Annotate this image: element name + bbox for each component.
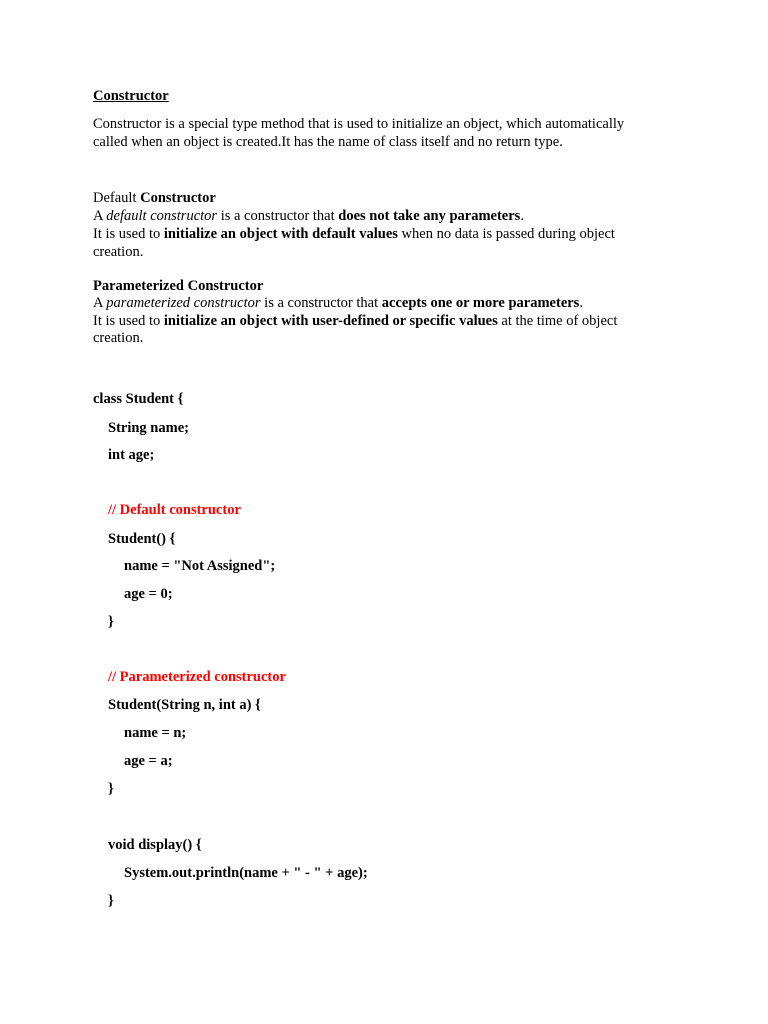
code-assign-name-param: name = n;	[124, 725, 187, 741]
code-display-method: void display() {	[108, 837, 202, 853]
param-usage-a: It is used to	[93, 313, 164, 329]
code-close-default: }	[108, 614, 114, 630]
default-heading-plain: Default	[93, 190, 141, 206]
intro-line-2: called when an object is created.It has the name of class itself and no return type.	[93, 134, 563, 150]
param-def-bold: accepts one or more parameters	[381, 295, 580, 311]
param-usage-bold: initialize an object with user-defined or specific values	[163, 313, 498, 329]
param-definition-line	[93, 294, 583, 312]
default-usage-line	[93, 225, 615, 243]
default-usage-line-end: creation.	[93, 244, 144, 260]
code-assign-age-default: age = 0;	[124, 586, 173, 602]
code-close-display: }	[108, 893, 114, 909]
default-constructor-heading	[93, 189, 216, 207]
default-def-bold: does not take any parameters	[338, 208, 521, 224]
param-def-b: is a constructor that	[260, 295, 382, 311]
code-close-param: }	[108, 781, 114, 797]
code-default-constructor: Student() {	[108, 531, 176, 547]
param-def-c: .	[579, 295, 583, 311]
code-field-name: String name;	[108, 420, 189, 436]
parameterized-constructor-heading: Parameterized Constructor	[93, 278, 264, 294]
intro-line-1: Constructor is a special type method that is used to initialize an object, which automatically	[93, 116, 625, 132]
default-def-c: .	[520, 208, 524, 224]
code-parameterized-constructor: Student(String n, int a) {	[108, 697, 261, 713]
code-comment-default: // Default constructor	[108, 502, 241, 518]
code-class-declaration: class Student {	[93, 391, 184, 407]
code-comment-parameterized: // Parameterized constructor	[108, 669, 286, 685]
code-field-age: int age;	[108, 447, 155, 463]
default-usage-b: when no data is passed during object	[397, 226, 615, 242]
default-definition-line	[93, 207, 524, 225]
param-usage-line-end: creation.	[93, 330, 144, 346]
default-def-italic: default constructor	[106, 208, 218, 224]
default-usage-a: It is used to	[93, 226, 164, 242]
document-title: Constructor	[93, 88, 169, 104]
param-usage-b: at the time of object	[497, 313, 618, 329]
default-def-a: A	[93, 208, 107, 224]
code-assign-name-default: name = "Not Assigned";	[124, 558, 276, 574]
param-def-italic: parameterized constructor	[106, 295, 261, 311]
default-heading-bold: Constructor	[140, 190, 216, 206]
default-usage-bold: initialize an object with default values	[163, 226, 398, 242]
param-def-a: A	[93, 295, 107, 311]
param-usage-line	[93, 312, 617, 330]
code-println: System.out.println(name + " - " + age);	[124, 865, 368, 881]
code-assign-age-param: age = a;	[124, 753, 173, 769]
default-def-b: is a constructor that	[217, 208, 339, 224]
